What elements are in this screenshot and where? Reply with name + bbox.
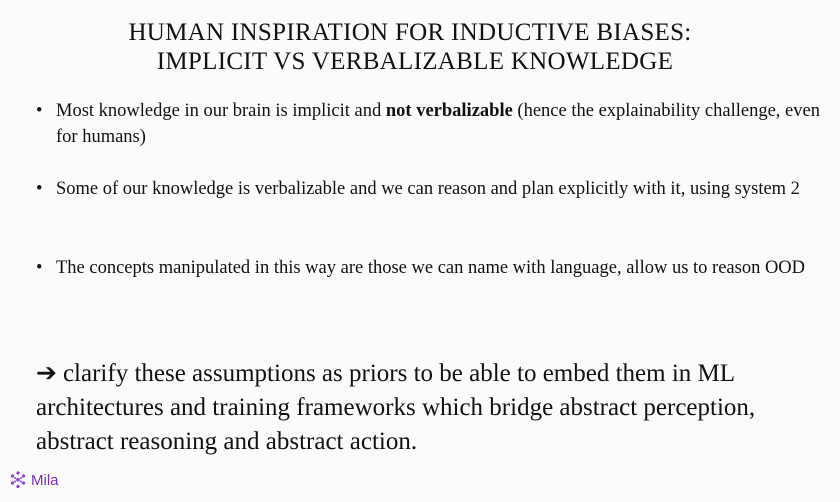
bullet-item (36, 176, 800, 202)
bullet-text-part: Most knowledge in our brain is implicit and (56, 101, 386, 121)
mila-logo (8, 470, 59, 490)
arrow-right-icon: ➔ (36, 360, 57, 387)
bullet-bold-text: not verbalizable (385, 101, 513, 121)
bullet-text: The concepts manipulated in this way are those we can name with language, allow us to reason OOD (56, 258, 806, 278)
bullet-text: Some of our knowledge is verbalizable and we can reason and plan explicitly with it, using system 2 (56, 179, 800, 199)
title-line-1: HUMAN INSPIRATION FOR INDUCTIVE BIASES: (128, 19, 692, 46)
bullet-dot-icon: • (36, 179, 43, 199)
bullet-text-part: (hence the explainability challenge, even for humans) (56, 101, 820, 147)
title-line-2: IMPLICIT VS VERBALIZABLE KNOWLEDGE (156, 48, 674, 75)
logo-text: Mila (31, 471, 59, 489)
slide-title (0, 18, 840, 76)
bullet-dot-icon: • (36, 101, 43, 121)
bullet-item (36, 98, 826, 150)
conclusion-body: clarify these assumptions as priors to be able to embed them in ML architectures and training frameworks which bridge abstract perception, abstract reasoning and abstract action. (36, 360, 756, 455)
conclusion-text (36, 357, 826, 459)
bullet-dot-icon: • (36, 258, 43, 278)
bullet-item (36, 255, 805, 281)
mila-logo-icon (8, 470, 28, 490)
